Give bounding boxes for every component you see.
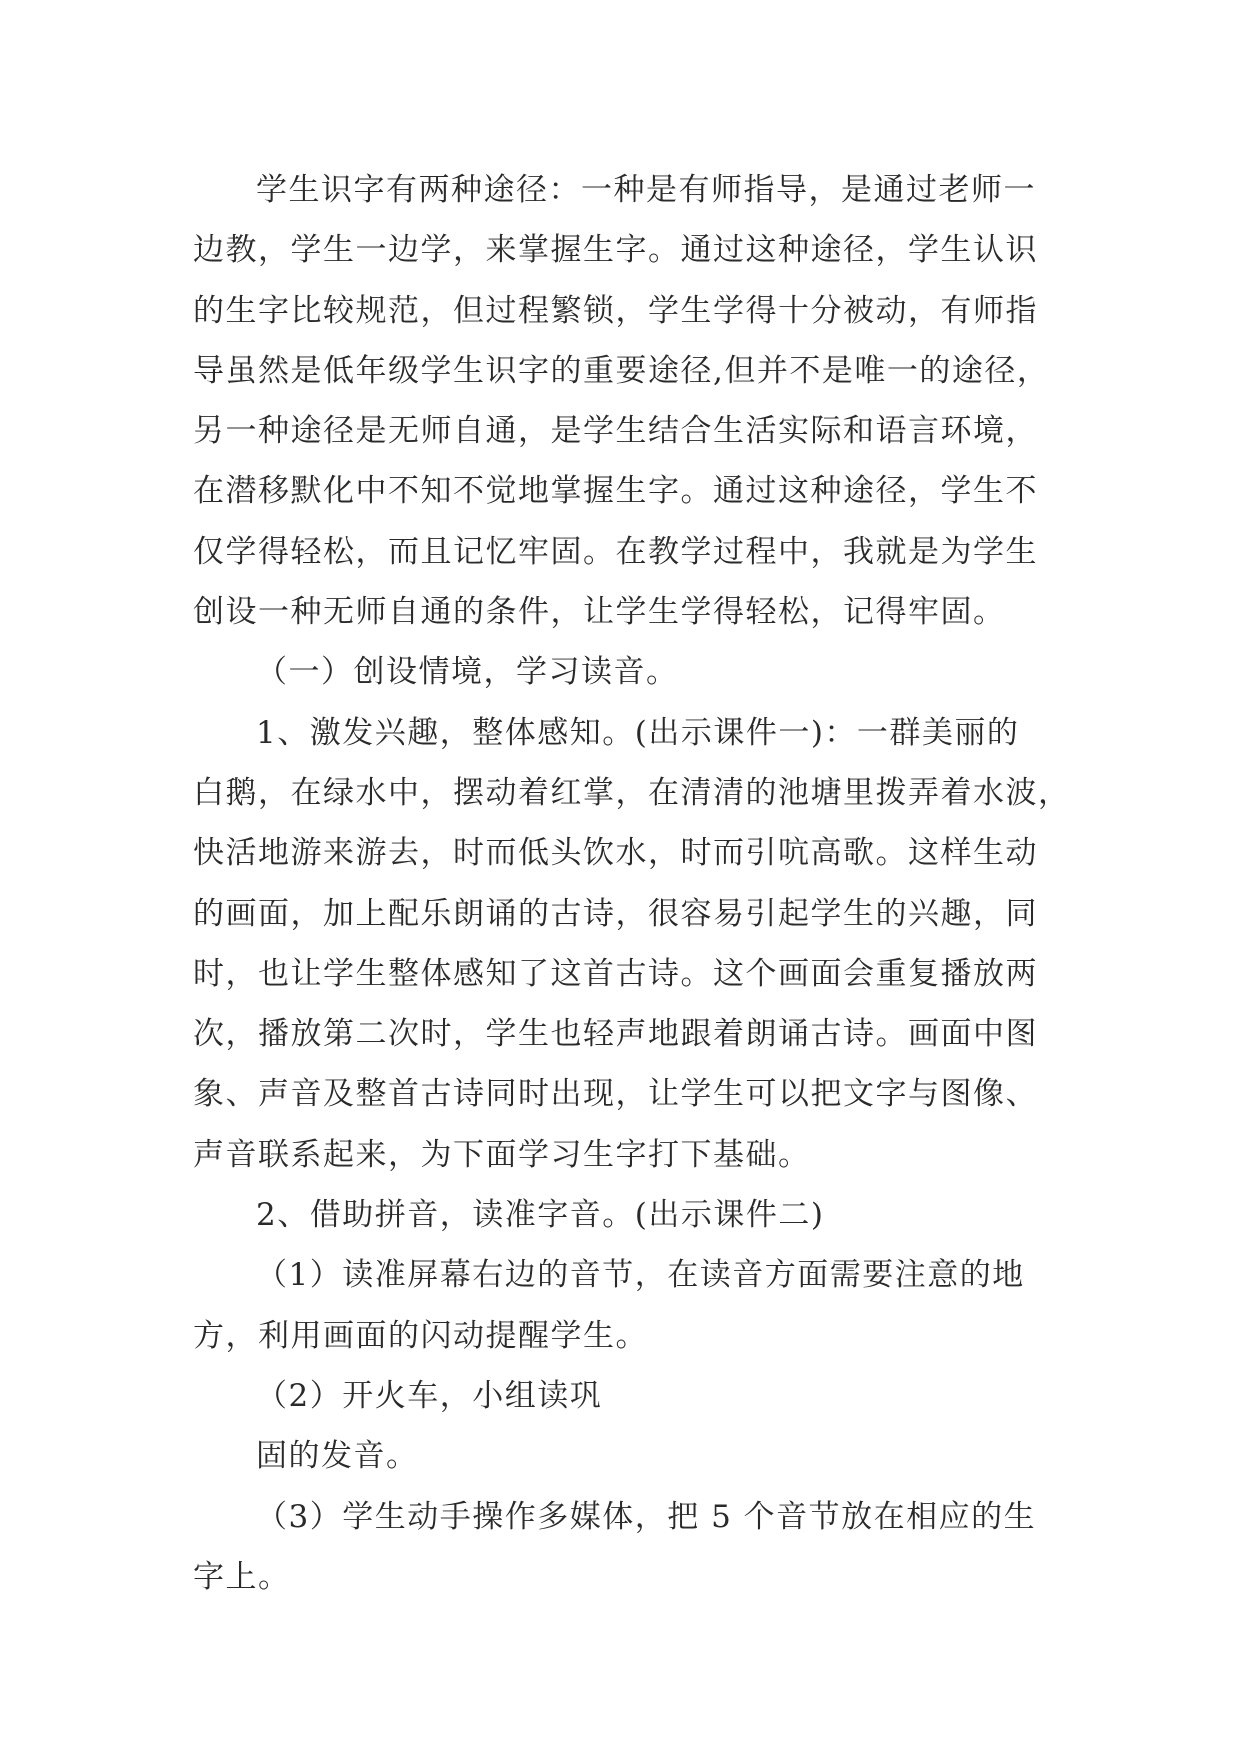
paragraph-line: 象、声音及整首古诗同时出现，让学生可以把文字与图像、 [193, 1076, 1038, 1113]
paragraph-line: 字上。 [193, 1558, 291, 1595]
paragraph-line: 的画面，加上配乐朗诵的古诗，很容易引起学生的兴趣，同 [193, 895, 1038, 932]
paragraph-line: （1）读准屏幕右边的音节，在读音方面需要注意的地 [256, 1257, 1025, 1294]
paragraph-line: 时，也让学生整体感知了这首古诗。这个画面会重复播放两 [193, 955, 1038, 992]
paragraph-line: 声音联系起来，为下面学习生字打下基础。 [193, 1136, 811, 1173]
section-heading: （一）创设情境，学习读音。 [256, 654, 679, 691]
paragraph-line: 导虽然是低年级学生识字的重要途径,但并不是唯一的途径， [193, 352, 1050, 389]
paragraph-line: （2）开火车，小组读巩 [256, 1377, 603, 1414]
paragraph-line: 边教，学生一边学，来掌握生字。通过这种途径，学生认识 [193, 232, 1038, 269]
paragraph-line: 仅学得轻松，而且记忆牢固。在教学过程中，我就是为学生 [193, 533, 1038, 570]
paragraph-line: 1、激发兴趣，整体感知。(出示课件一)：一群美丽的 [256, 714, 1020, 751]
paragraph-line: 学生识字有两种途径：一种是有师指导，是通过老师一 [256, 172, 1036, 208]
paragraph-line: 另一种途径是无师自通，是学生结合生活实际和语言环境， [193, 413, 1038, 450]
paragraph-line: 固的发音。 [256, 1438, 419, 1475]
paragraph-line: 2、借助拼音，读准字音。(出示课件二) [256, 1197, 825, 1234]
document-body [193, 160, 1071, 1607]
paragraph-line: 次，播放第二次时，学生也轻声地跟着朗诵古诗。画面中图 [193, 1016, 1038, 1053]
paragraph-line: 白鹅，在绿水中，摆动着红掌，在清清的池塘里拨弄着水波， [193, 774, 1071, 811]
paragraph-line: 方，利用画面的闪动提醒学生。 [193, 1317, 648, 1354]
paragraph-line: （3）学生动手操作多媒体，把 5 个音节放在相应的生 [256, 1498, 1037, 1535]
paragraph-line: 在潜移默化中不知不觉地掌握生字。通过这种途径，学生不 [193, 473, 1038, 510]
paragraph-line: 创设一种无师自通的条件，让学生学得轻松，记得牢固。 [193, 594, 1006, 631]
paragraph-line: 快活地游来游去，时而低头饮水，时而引吭高歌。这样生动 [193, 835, 1038, 872]
paragraph-line: 的生字比较规范，但过程繁锁，学生学得十分被动，有师指 [193, 292, 1038, 329]
